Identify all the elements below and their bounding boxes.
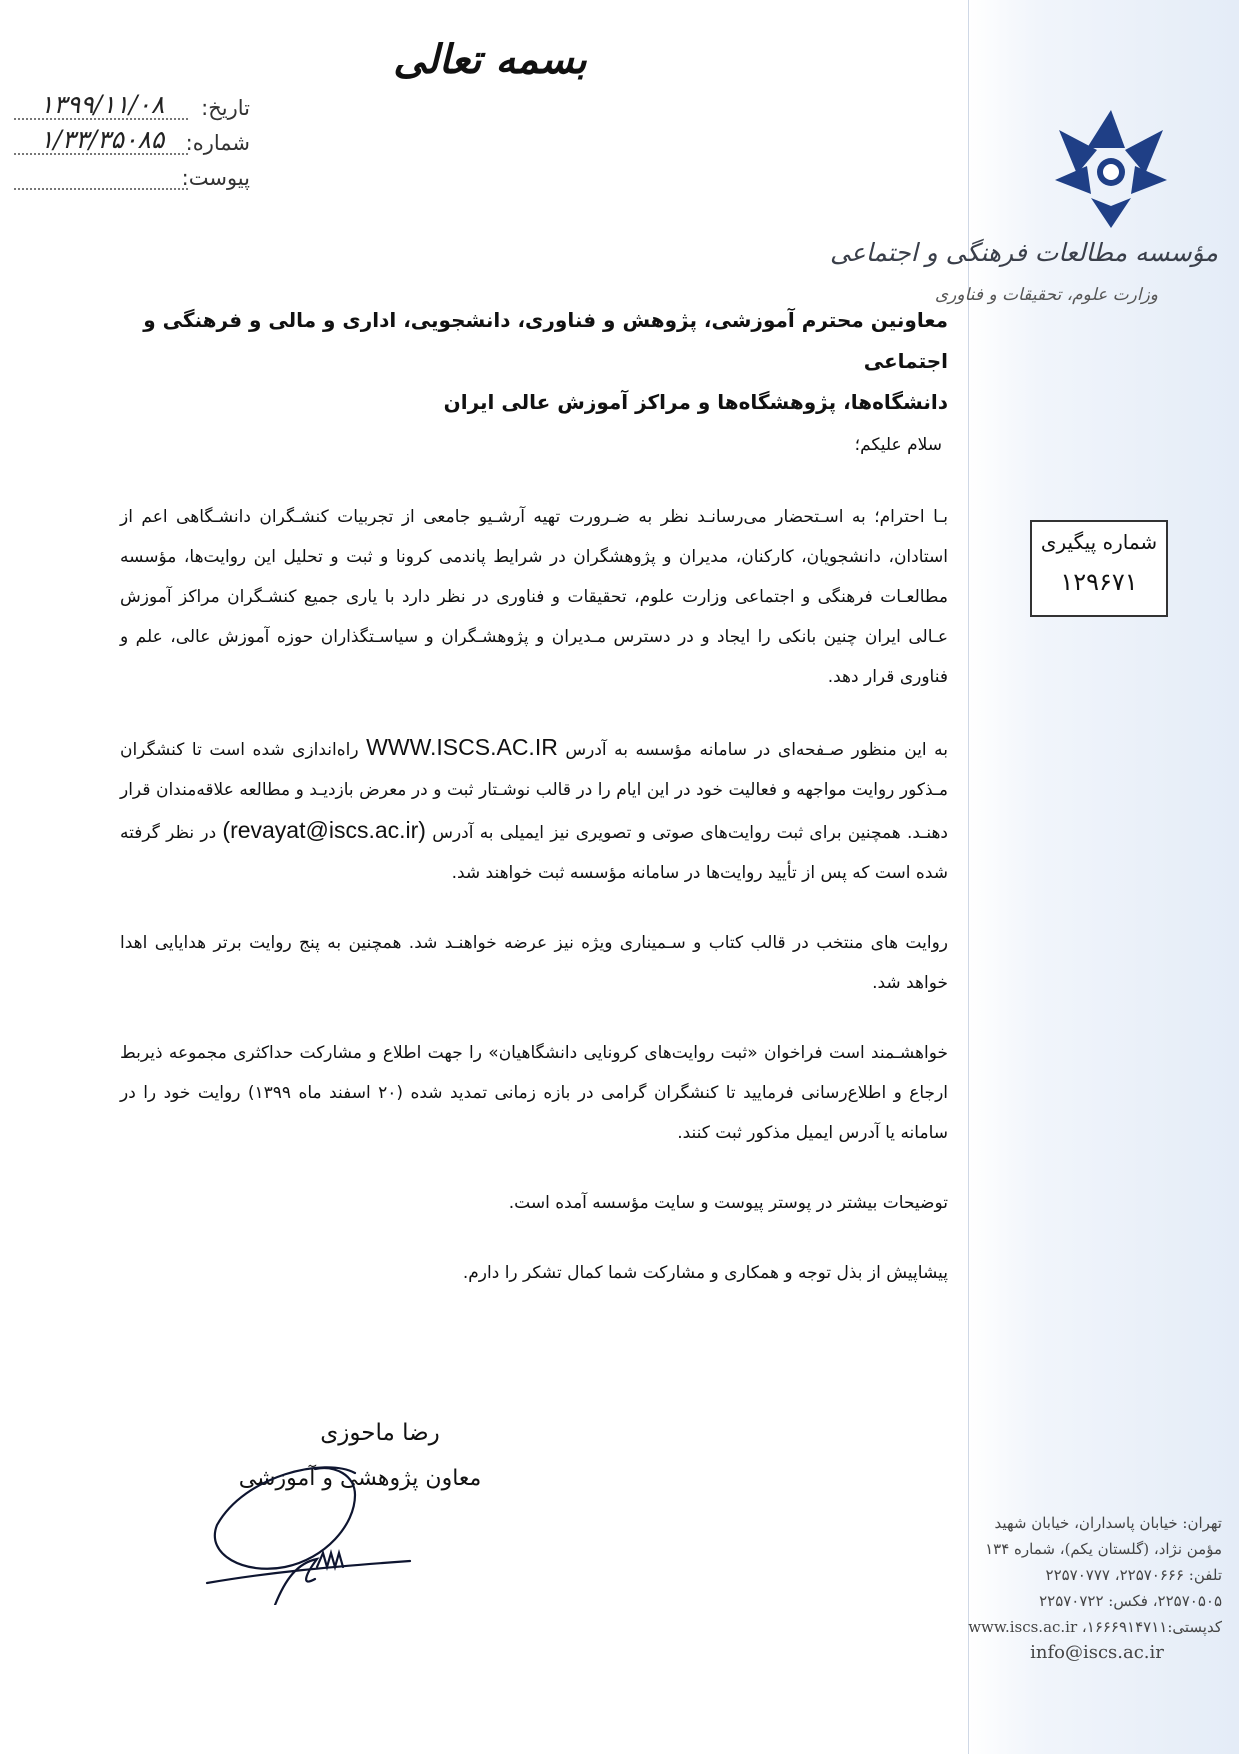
institute-star-logo-icon [1047,110,1175,228]
tracking-number: ۱۲۹۶۷۱ [1060,568,1138,596]
greeting: سلام علیکم؛ [854,435,942,455]
paragraph-6: پیشاپیش از بذل توجه و همکاری و مشارکت شما کمال تشکر را دارم. [462,1263,948,1283]
attachment-row [14,162,250,197]
email-text: revayat@iscs.ac.ir [230,817,419,843]
contact-block [968,1510,1222,1666]
contact-address-line-2: مؤمن نژاد، (گلستان یکم)، شماره ۱۳۴ [985,1540,1222,1558]
paragraph-2 [120,727,948,893]
email-link[interactable]: (revayat@iscs.ac.ir) [222,817,426,843]
signatory-name: رضا ماحوزی [320,1420,440,1446]
paragraph-2-part-a: به این منظور صـفحه‌ای در سامانه مؤسسه به آدرس [565,740,949,760]
date-row [14,92,250,127]
paragraph-3: روایت های منتخب در قالب کتاب و سـمیناری ویژه نیز عرضه خواهنـد شد. همچنین به پنج روایت برتر هدایایی اهدا خواهد شد. [120,933,948,993]
contact-fax: ۲۲۵۷۰۵۰۵، فکس: ۲۲۵۷۰۷۲۲ [1039,1592,1222,1610]
date-value: ۱۳۹۹/۱۱/۰۸ [40,90,165,119]
date-label: تاریخ: [201,96,250,120]
signature-scribble-icon [205,1455,425,1605]
tracking-number-box [1030,520,1168,617]
number-label: شماره: [185,131,250,155]
contact-phone: تلفن: ۲۲۵۷۰۶۶۶، ۲۲۵۷۰۷۷۷ [1045,1566,1222,1584]
addressee-line-1: معاونین محترم آموزشی، پژوهش و فناوری، دانشجویی، اداری و مالی و فرهنگی و اجتماعی [143,308,948,373]
addressee-line-2: دانشگاه‌ها، پژوهشگاه‌ها و مراکز آموزش عالی ایران [443,390,948,414]
paragraph-1: بـا احترام؛ به اسـتحضار می‌رسانـد نظر به ضـرورت تهیه آرشـیو جامعی از تجربیات کنشـگران دانشـگاهی اعم از استادان، دانشجویان، کارکنان، مدیران و پژوهشگران در شرایط پاندمی کرونا و ثبت و تحلیل این روایت‌ها، مؤسسه مطالعـات فرهنگی و اجتماعی وزارت علوم، تحقیقات و فناوری در نظر دارد با یاری جمیع کنشـگران مراکز آموزش عـالی ایران چنین بانکی را ایجاد و در دسترس مـدیران و پژوهشـگران و سیاسـتگذاران حوزه آموزش عالی، علم و فناوری قرار دهد. [120,507,948,687]
contact-address-line-1: تهران: خیابان پاسداران، خیابان شهید [994,1514,1222,1532]
bismillah-heading: بسمه تعالی [393,36,587,83]
institute-name: مؤسسه مطالعات فرهنگی و اجتماعی [829,238,1218,267]
paragraph-2-part-b: راه‌اندازی شده است تا کنشگران مـذکور روایت مواجهه و فعالیت خود در این ایام را در قالب نوشـتار ثبت و در معرض بازدیـد و مطالعه علاقه‌مندان قرار دهنـد. همچنین برای ثبت روایت‌های صوتی و تصویری نیز ایمیلی به آدرس [120,740,948,843]
attachment-dots [14,188,188,190]
addressee-block [120,300,948,423]
contact-postal-web: کدپستی:۱۶۶۶۹۱۴۷۱۱، www.iscs.ac.ir [968,1618,1222,1636]
number-row [14,127,250,162]
paragraph-4: خواهشـمند است فراخوان «ثبت روایت‌های کرونایی دانشگاهیان» را جهت اطلاع و مشارکت حداکثری مجموعه ذیربط ارجاع و اطلاع‌رسانی فرمایید تا کنشگران گرامی در بازه زمانی تمدید شده (۲۰ اسفند ماه ۱۳۹۹) روایت خود را در سامانه یا آدرس ایمیل مذکور ثبت کنند. [120,1043,948,1143]
paragraph-2-part-c: در نظر گرفته شده است که پس از تأیید روایت‌ها در سامانه مؤسسه ثبت خواهند شد. [120,823,948,883]
paragraph-5: توضیحات بیشتر در پوستر پیوست و سایت مؤسسه آمده است. [508,1193,948,1213]
ministry-name: وزارت علوم، تحقیقات و فناوری [934,285,1158,305]
letter-body [120,425,948,1323]
number-value: ۱/۳۳/۳۵۰۸۵ [40,125,165,154]
website-link[interactable]: WWW.ISCS.AC.IR [366,734,558,760]
letter-meta [14,92,250,197]
signatory-title: معاون پژوهشی و آموزشی [238,1466,482,1491]
contact-email[interactable]: info@iscs.ac.ir [1030,1642,1164,1663]
attachment-label: پیوست: [181,166,250,190]
tracking-label: شماره پیگیری [1040,530,1158,554]
